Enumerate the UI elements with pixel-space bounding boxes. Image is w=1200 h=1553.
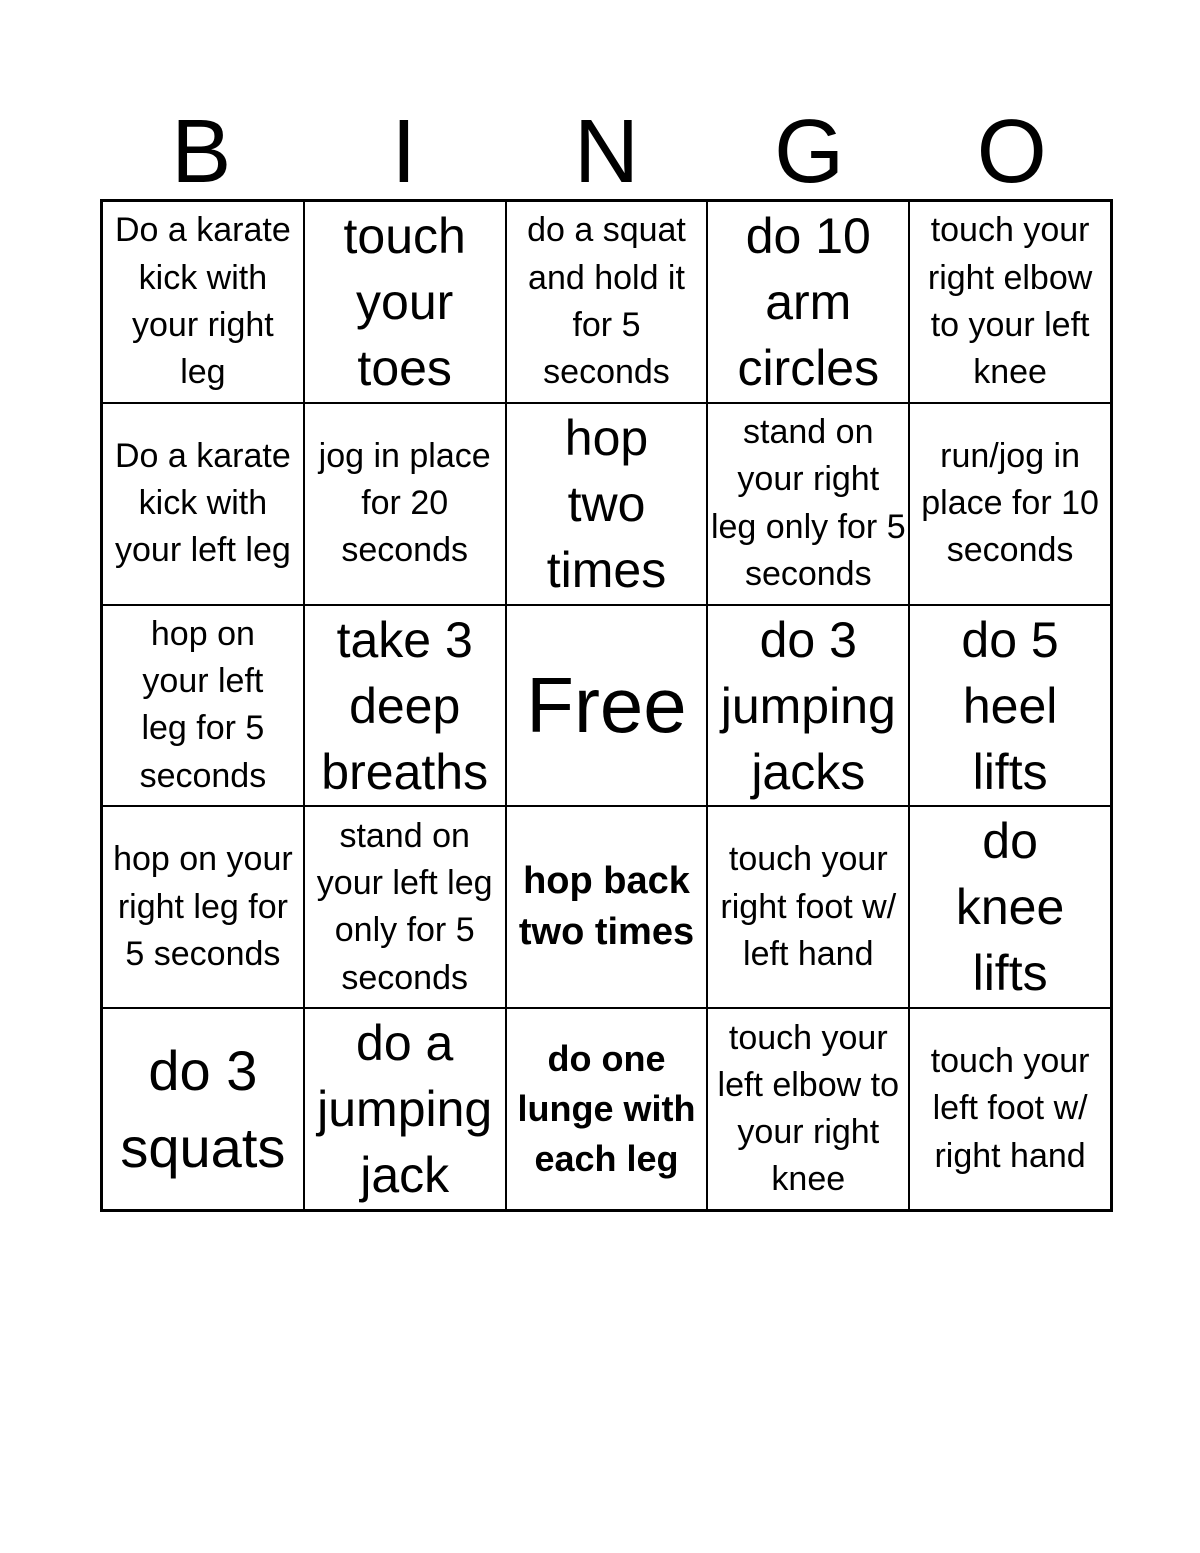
header-letter-i: I: [391, 102, 417, 202]
cell-text: hop on your left leg for 5 seconds: [139, 614, 267, 795]
cell-text: do a squat and hold it for 5 seconds: [527, 211, 686, 392]
cell-text: touch your left foot w/ right hand: [930, 1042, 1090, 1175]
bingo-cell: [909, 1008, 1111, 1210]
cell-text: run/jog in place for 10 seconds: [921, 436, 1099, 570]
bingo-cell: [304, 1008, 506, 1210]
bingo-cell: [304, 605, 506, 807]
free-space-text: Free: [526, 660, 687, 749]
bingo-cell: [304, 403, 506, 605]
cell-text: Do a karate kick with your right leg: [115, 211, 291, 392]
bingo-cell: [909, 403, 1111, 605]
header-letter-g: G: [774, 102, 845, 202]
cell-text: do knee lifts: [955, 813, 1065, 1002]
bingo-cell: [102, 806, 304, 1008]
bingo-header: [100, 100, 1113, 200]
cell-text: do 3 squats: [120, 1038, 286, 1180]
bingo-cell: [102, 201, 304, 403]
bingo-cell: [707, 1008, 909, 1210]
cell-text: hop on your right leg for 5 seconds: [113, 840, 293, 973]
bingo-cell: [909, 806, 1111, 1008]
cell-text: do 3 jumping jacks: [720, 611, 896, 800]
cell-text: stand on your right leg only for 5 seconds: [710, 413, 906, 593]
cell-text: touch your left elbow to your right knee: [717, 1018, 899, 1199]
free-space: [506, 605, 708, 807]
cell-text: do a jumping jack: [317, 1015, 493, 1204]
bingo-cell: [707, 403, 909, 605]
cell-text: stand on your left leg only for 5 seconds: [316, 816, 493, 997]
bingo-cell: [102, 403, 304, 605]
bingo-cell: [506, 403, 708, 605]
header-letter-n: N: [573, 102, 639, 202]
bingo-cell: [506, 201, 708, 403]
bingo-cell: [304, 201, 506, 403]
cell-text: jog in place for 20 seconds: [318, 436, 491, 570]
cell-text: do one lunge with each leg: [517, 1037, 696, 1180]
header-letter-b: B: [171, 102, 232, 202]
bingo-cell: [707, 201, 909, 403]
cell-text: hop two times: [546, 409, 667, 598]
bingo-cell: [506, 1008, 708, 1210]
cell-text: touch your right elbow to your left knee: [927, 211, 1093, 392]
bingo-cell: [707, 605, 909, 807]
bingo-cell: [707, 806, 909, 1008]
bingo-cell: [909, 605, 1111, 807]
cell-text: touch your right foot w/ left hand: [720, 840, 897, 973]
bingo-cell: [909, 201, 1111, 403]
bingo-cell: [102, 1008, 304, 1210]
cell-text: Do a karate kick with your left leg: [115, 436, 291, 570]
cell-text: touch your toes: [343, 207, 466, 396]
bingo-cell: [304, 806, 506, 1008]
header-letter-o: O: [976, 102, 1047, 202]
bingo-grid: [100, 199, 1113, 1212]
bingo-cell: [102, 605, 304, 807]
cell-text: hop back two times: [518, 859, 695, 954]
bingo-cell: [506, 806, 708, 1008]
cell-text: do 10 arm circles: [737, 207, 880, 396]
cell-text: take 3 deep breaths: [321, 611, 489, 800]
cell-text: do 5 heel lifts: [961, 611, 1059, 800]
